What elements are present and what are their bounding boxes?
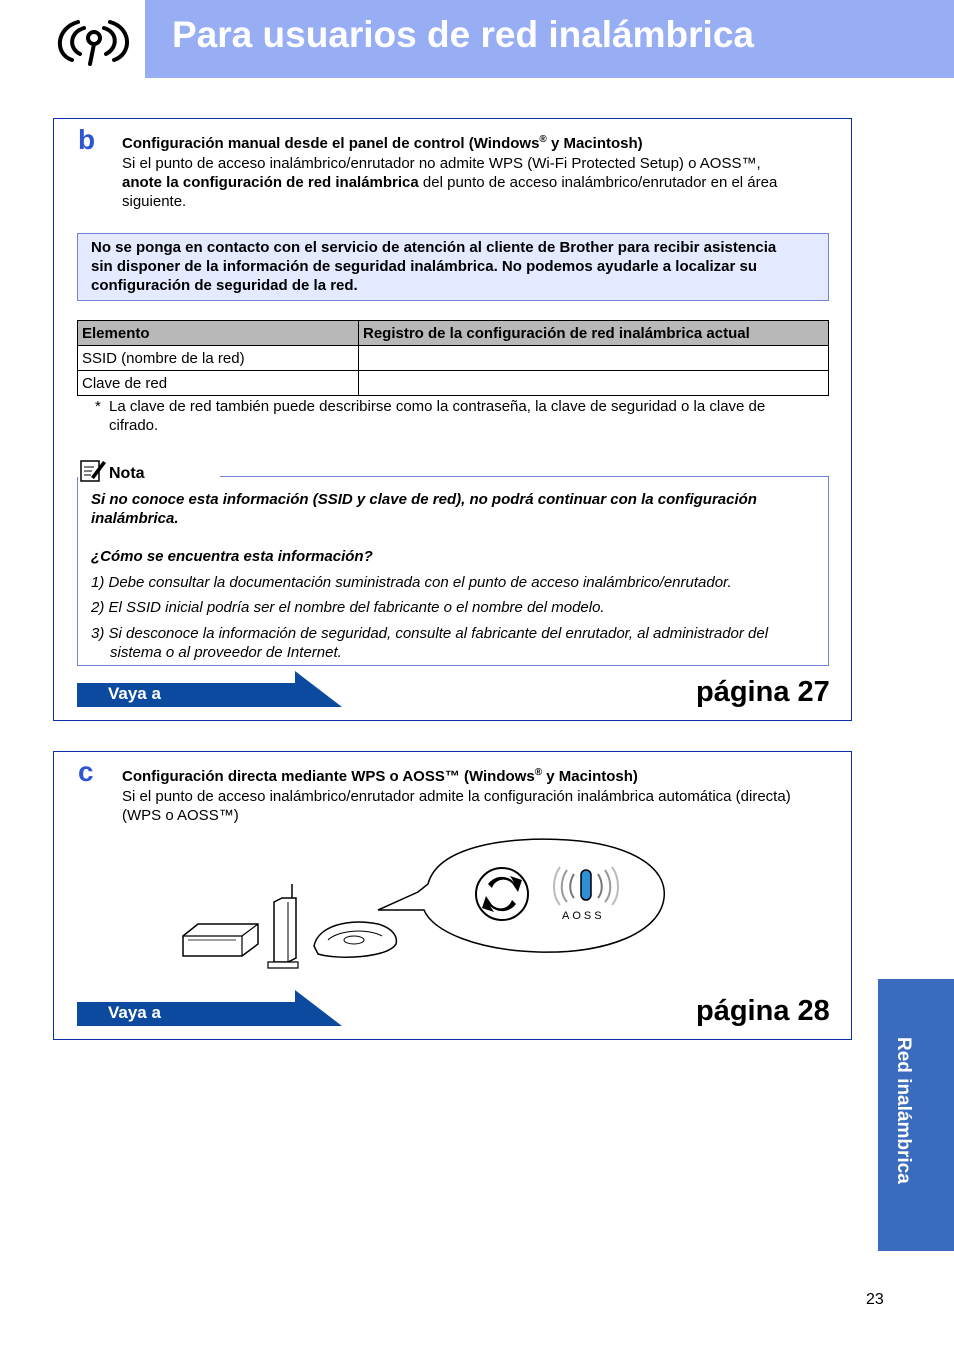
page-number: 23 [866, 1291, 884, 1308]
page-reference-link[interactable]: página 28 [696, 995, 830, 1027]
note-top-rule [220, 476, 829, 477]
aoss-logo-text: AOSS [562, 910, 605, 922]
table-header-cell: Registro de la configuración de red inalámbrica actual [359, 321, 829, 346]
goto-label[interactable]: Vaya a [108, 684, 161, 703]
page-reference-link[interactable]: página 27 [696, 676, 830, 708]
warning-box: No se ponga en contacto con el servicio de atención al cliente de Brother para recibir asistencia sin disponer de la información de seguridad inalámbrica. No podemos ayudarle a localizar su configuración de seguridad de la red. [77, 233, 829, 301]
flat-router-icon [183, 924, 258, 956]
side-tab-label: Red inalámbrica [893, 1037, 914, 1184]
page-title: Para usuarios de red inalámbrica [172, 14, 754, 55]
network-settings-table [77, 320, 829, 396]
wireless-network-icon [52, 14, 136, 66]
wps-icon [476, 868, 528, 920]
step-c-description: Si el punto de acceso inalámbrico/enrutador admite la configuración inalámbrica automática (directa) (WPS o AOSS™) [122, 788, 791, 824]
step-b-letter: b [78, 124, 96, 155]
table-header-cell: Elemento [78, 321, 359, 346]
footnote-mark: * [95, 398, 101, 415]
step-c-title: Configuración directa mediante WPS o AOSS™ (Windows® y Macintosh) [122, 767, 638, 785]
goto-label[interactable]: Vaya a [108, 1003, 161, 1022]
note-box: Si no conoce esta información (SSID y clave de red), no podrá continuar con la configuración inalámbrica. ¿Cómo se encuentra esta información? 1) Debe consultar la documentación suministrada con el punto de acceso inalámbrico/enrutador. 2) El SSID inicial podría ser el nombre del fabricante o el nombre del modelo. 3) Si desconoce la información de seguridad, consulte al fabricante del enrutador, al administrador del sistema o al proveedor de Internet. [77, 490, 829, 666]
note-left-rule [77, 477, 78, 491]
table-row [78, 346, 829, 371]
step-c-letter: c [78, 756, 94, 787]
note-label: Nota [109, 465, 145, 482]
table-cell: SSID (nombre de la red) [78, 346, 359, 371]
section-side-tab [878, 979, 954, 1251]
note-pencil-icon [79, 457, 107, 483]
tower-router-icon [268, 884, 298, 968]
step-b-title: Configuración manual desde el panel de control (Windows® y Macintosh) [122, 134, 643, 152]
step-b-description: Si el punto de acceso inalámbrico/enrutador no admite WPS (Wi-Fi Protected Setup) o AOSS™, anote la configuración de red inalámbrica del punto de acceso inalámbrico/enrutador en el área siguiente. [122, 155, 778, 210]
footnote-text: La clave de red también puede describirse como la contraseña, la clave de seguridad o la clave de cifrado. [109, 398, 766, 434]
note-right-rule [828, 477, 829, 491]
table-input-cell [359, 346, 829, 371]
table-cell: Clave de red [78, 371, 359, 396]
dome-router-icon [314, 922, 396, 957]
wireless-routers-illustration [178, 836, 668, 976]
table-input-cell [359, 371, 829, 396]
table-header-row [78, 321, 829, 346]
table-row [78, 371, 829, 396]
